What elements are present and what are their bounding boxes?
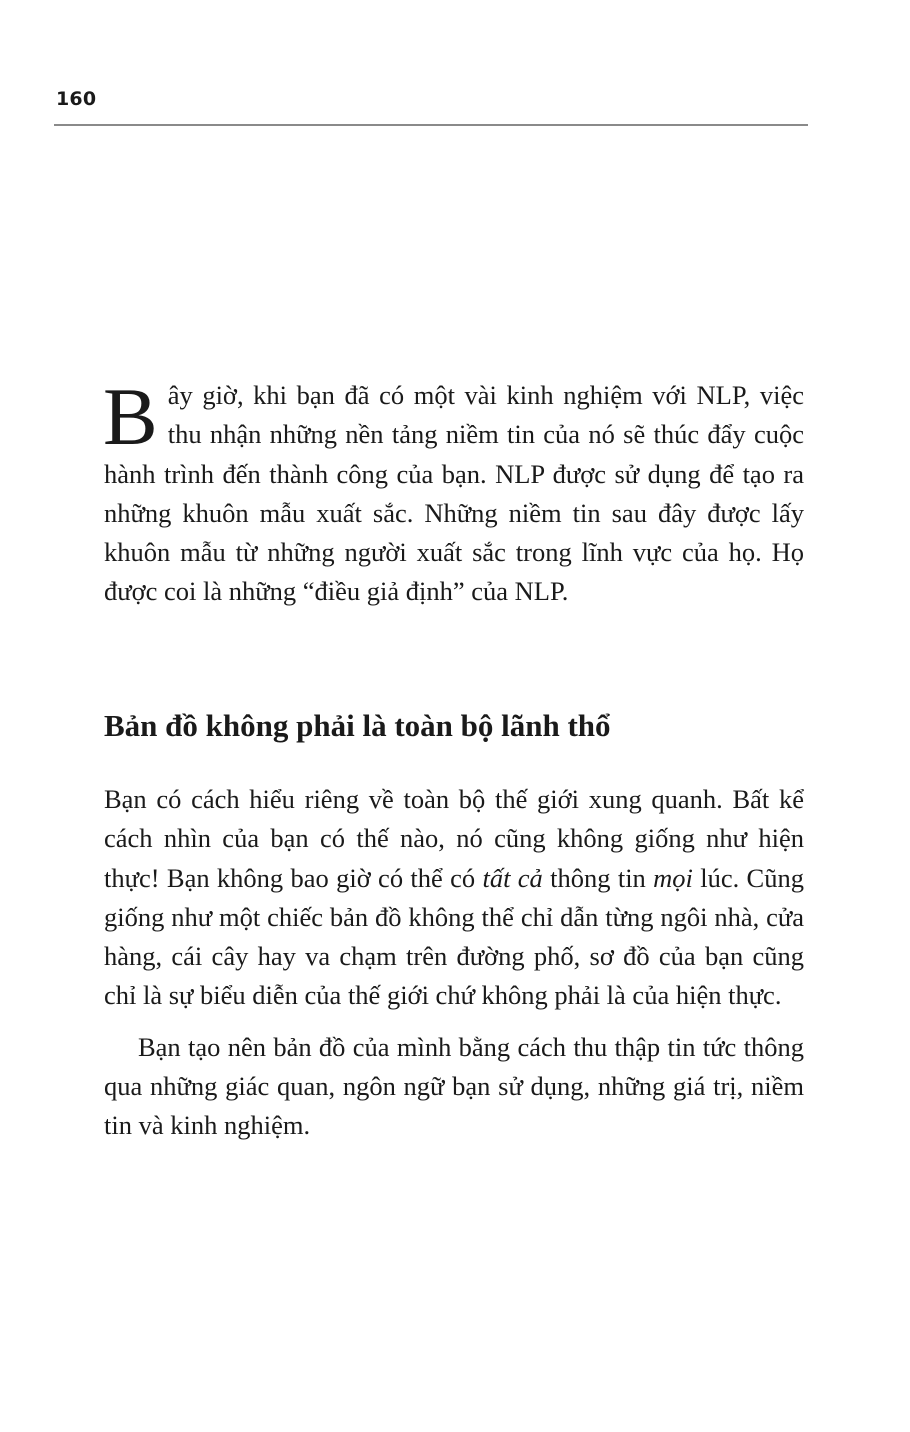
intro-text-block [103, 371, 804, 612]
paragraph-1-text-a: Bạn có cách hiểu riêng về toàn bộ thế giới xung quanh. Bất kể cách nhìn của bạn có thế nào, nó cũng không giống như hiện thực! Bạn không bao giờ có thể có [104, 784, 804, 893]
section-body [104, 780, 804, 1146]
header-rule [54, 124, 808, 126]
section-paragraph-2: Bạn tạo nên bản đồ của mình bằng cách thu thập tin tức thông qua những giác quan, ngôn ngữ bạn sử dụng, những giá trị, niềm tin và kinh nghiệm. [104, 1031, 804, 1141]
drop-cap: B [103, 371, 158, 462]
intro-paragraph [103, 371, 804, 612]
page-number: 160 [56, 88, 97, 110]
paragraph-1-emphasis-all: tất cả [482, 862, 543, 893]
paragraph-1-text-c: lúc. Cũng giống như một chiếc bản đồ không thể chỉ dẫn từng ngôi nhà, cửa hàng, cái cây hay va chạm trên đường phố, sơ đồ của bạn cũng chỉ là sự biểu diễn của thế giới chứ không phải là của hiện thực. [104, 862, 804, 1011]
paragraph-1-text-b: thông tin [542, 862, 654, 893]
section-paragraph-1 [104, 780, 804, 1016]
section-heading: Bản đồ không phải là toàn bộ lãnh thổ [104, 708, 611, 743]
paragraph-1-emphasis-every: mọi [653, 862, 693, 893]
intro-text: ây giờ, khi bạn đã có một vài kinh nghiệm với NLP, việc thu nhận những nền tảng niềm tin của nó sẽ thúc đẩy cuộc hành trình đến thành công của bạn. NLP được sử dụng để tạo ra những khuôn mẫu xuất sắc. Những niềm tin sau đây được lấy khuôn mẫu từ những người xuất sắc trong lĩnh vực của họ. Họ được coi là những “điều giả định” của NLP. [104, 380, 804, 607]
